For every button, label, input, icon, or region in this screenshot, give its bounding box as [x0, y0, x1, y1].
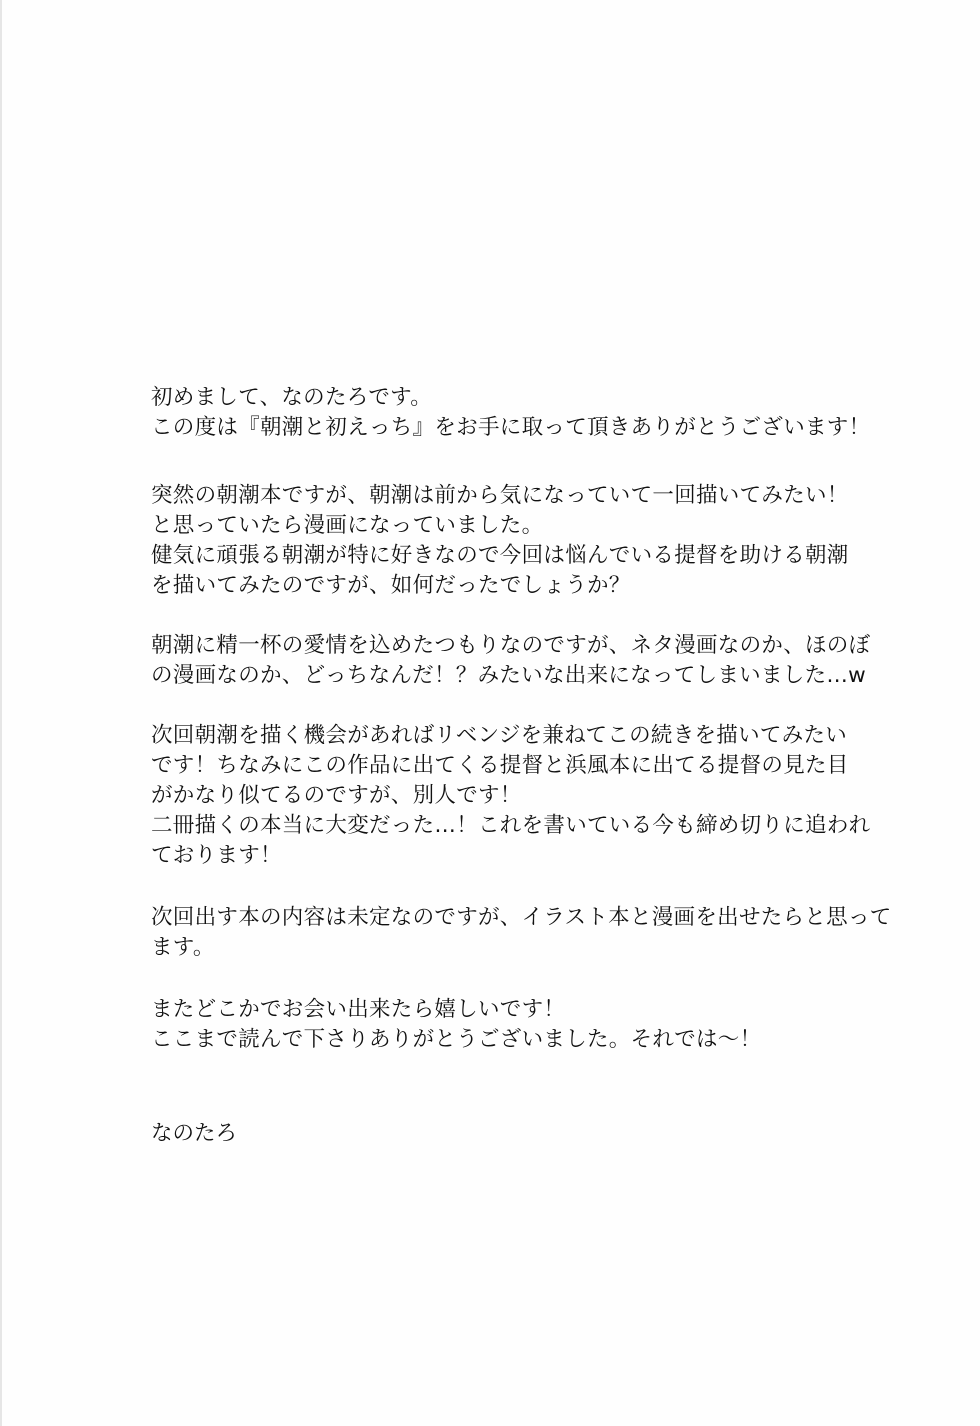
afterword-line: 二冊描くの本当に大変だった…！これを書いている今も締め切りに追われ — [151, 813, 871, 838]
afterword-line: 健気に頑張る朝潮が特に好きなので今回は悩んでいる提督を助ける朝潮 — [151, 543, 849, 568]
afterword-line: 突然の朝潮本ですが、朝潮は前から気になっていて一回描いてみたい！ — [151, 483, 849, 508]
afterword-line: 次回出す本の内容は未定なのですが、イラスト本と漫画を出せたらと思って — [151, 905, 892, 930]
afterword-line: の漫画なのか、どっちなんだ！？みたいな出来になってしまいました…w — [151, 663, 867, 688]
afterword-line: がかなり似てるのですが、別人です！ — [151, 783, 522, 808]
afterword-line: ております！ — [151, 843, 282, 868]
afterword-line: またどこかでお会い出来たら嬉しいです！ — [151, 997, 566, 1022]
afterword-line: と思っていたら漫画になっていました。 — [151, 513, 544, 538]
afterword-line: この度は『朝潮と初えっち』をお手に取って頂きありがとうございます！ — [151, 415, 871, 440]
afterword-line: 朝潮に精一杯の愛情を込めたつもりなのですが、ネタ漫画なのか、ほのぼ — [151, 633, 871, 658]
afterword-line: です！ちなみにこの作品に出てくる提督と浜風本に出てる提督の見た目 — [151, 753, 849, 778]
page-edge — [0, 0, 2, 1426]
afterword-line: ここまで読んで下さりありがとうございました。それでは～！ — [151, 1027, 762, 1052]
author-signature: なのたろ — [151, 1121, 238, 1146]
afterword-line: 初めまして、なのたろです。 — [151, 385, 433, 410]
afterword-line: ます。 — [151, 935, 215, 960]
afterword-line: 次回朝潮を描く機会があればリベンジを兼ねてこの続きを描いてみたい — [151, 723, 848, 748]
afterword-line: を描いてみたのですが、如何だったでしょうか？ — [151, 573, 631, 598]
